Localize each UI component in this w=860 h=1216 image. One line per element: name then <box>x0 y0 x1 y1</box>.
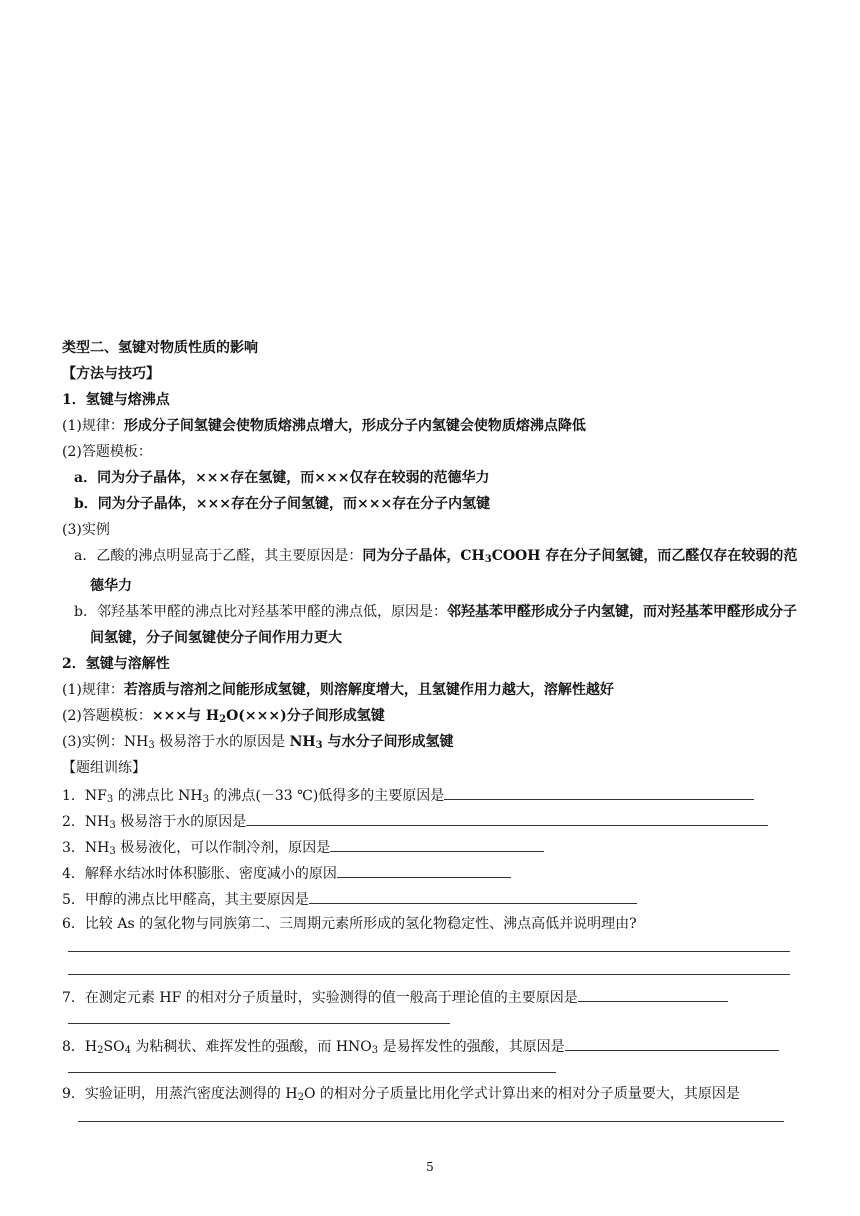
answer-blank-8[interactable] <box>565 1032 779 1051</box>
answer-line-9[interactable] <box>78 1107 784 1122</box>
example-2: (3)实例：$NH_3$ 极易溶于水的原因是 $NH_3$ 与水分子间形成氢键 <box>62 734 454 751</box>
template-a: a．同为分子晶体，×××存在氢键，而×××仅存在较弱的范德华力 <box>74 470 490 486</box>
rule-label: (1)规律： <box>62 418 124 434</box>
template-b: b．同为分子晶体，×××存在分子间氢键，而×××存在分子内氢键 <box>74 496 491 512</box>
answer-blank-7[interactable] <box>578 983 728 1002</box>
answer-blank-3[interactable] <box>330 833 544 852</box>
question-9: 9．实验证明，用蒸汽密度法测得的 $H_2O$ 的相对分子质量比用化学式计算出来的相对分子质量要大，其原因是 <box>62 1086 740 1103</box>
subsection-title-solubility: 2．氢键与溶解性 <box>62 656 170 672</box>
question-7: 7．在测定元素 HF 的相对分子质量时，实验测得的值一般高于理论值的主要原因是 <box>62 983 802 1009</box>
answer-blank-5[interactable] <box>309 885 637 904</box>
template-label-1: (2)答题模板： <box>62 444 152 460</box>
practice-header: 【题组训练】 <box>62 760 146 776</box>
page-number: 5 <box>426 1160 434 1174</box>
method-header: 【方法与技巧】 <box>62 366 160 382</box>
example-b <box>62 599 802 651</box>
answer-line-8[interactable] <box>68 1058 556 1073</box>
example-label-1: (3)实例 <box>62 522 110 538</box>
question-2: 2．$NH_3$ 极易溶于水的原因是 <box>62 807 802 833</box>
question-5: 5．甲醇的沸点比甲醛高，其主要原因是 <box>62 885 802 911</box>
example-b-answer: 邻羟基苯甲醛形成分子内氢键，而对羟基苯甲醛形成分子间氢键，分子间氢键使分子间作用力更大 <box>90 604 797 646</box>
question-3: 3．$NH_3$ 极易液化，可以作制冷剂，原因是 <box>62 833 802 859</box>
example-a-question: a．乙酸的沸点明显高于乙醛，其主要原因是： <box>74 548 363 564</box>
template-2: (2)答题模板：×××与 $H_2O(\times\times\times)$分子间形成氢键 <box>62 708 385 725</box>
example-a <box>62 543 802 599</box>
question-1: 1．$NF_3$ 的沸点比 $NH_3$ 的沸点(－33 ℃)低得多的主要原因是 <box>62 781 802 807</box>
answer-line-7[interactable] <box>68 1009 450 1024</box>
question-6: 6．比较 As 的氢化物与同族第二、三周期元素所形成的氢化物稳定性、沸点高低并说明理由? <box>62 916 637 932</box>
question-4: 4．解释水结冰时体积膨胀、密度减小的原因 <box>62 859 802 885</box>
example-b-question: b．邻羟基苯甲醛的沸点比对羟基苯甲醛的沸点低，原因是： <box>74 604 447 620</box>
example-a-answer: 同为分子晶体，$CH_3COOH$ 存在分子间氢键，而乙醛仅存在较弱的范德华力 <box>90 548 798 594</box>
answer-blank-1[interactable] <box>444 781 754 800</box>
rule-2: (1)规律：若溶质与溶剂之间能形成氢键，则溶解度增大，且氢键作用力越大，溶解性越好 <box>62 682 614 698</box>
document-body <box>62 335 802 1130</box>
subsection-title-boiling: 1．氢键与熔沸点 <box>62 392 170 408</box>
question-8: 8．$H_2SO_4$ 为粘稠状、难挥发性的强酸，而 $HNO_3$ 是易挥发性的强酸，其原因是 <box>62 1032 802 1058</box>
rule-text: 形成分子间氢键会使物质熔沸点增大，形成分子内氢键会使物质熔沸点降低 <box>123 418 586 434</box>
rule-1 <box>62 413 802 439</box>
answer-blank-4[interactable] <box>337 859 511 878</box>
answer-line-6b[interactable] <box>68 960 790 975</box>
answer-line-6a[interactable] <box>68 937 790 952</box>
answer-blank-2[interactable] <box>246 807 768 826</box>
section-title: 类型二、氢键对物质性质的影响 <box>62 340 258 356</box>
